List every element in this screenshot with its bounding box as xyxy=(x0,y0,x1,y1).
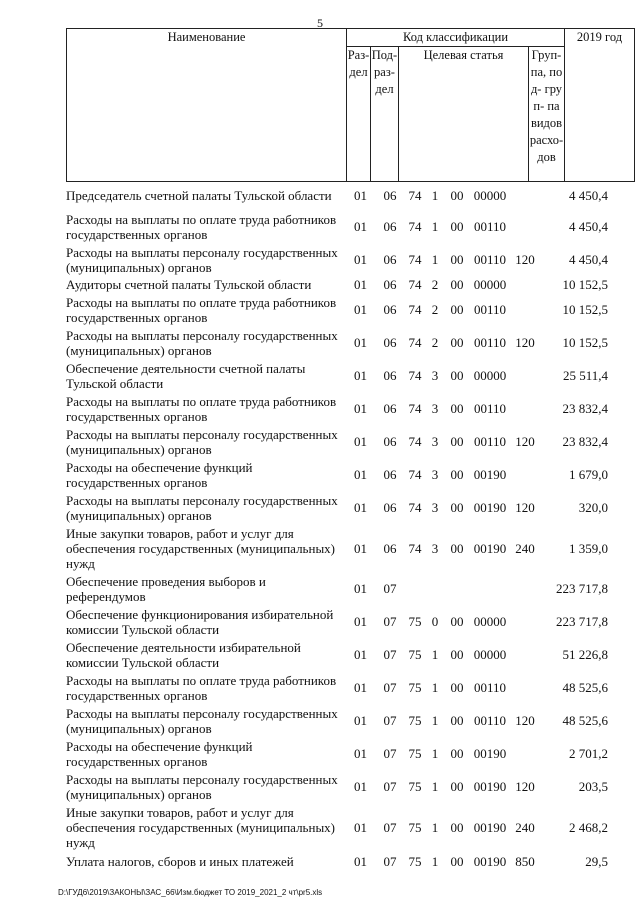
table-row xyxy=(66,458,614,491)
cell-r: 01 xyxy=(354,335,367,350)
cell-amt: 320,0 xyxy=(578,500,608,515)
cell-d: 00000 xyxy=(473,368,507,383)
cell-name: Расходы на выплаты по оплате труда работников государственных органов xyxy=(66,294,337,325)
table-row xyxy=(66,326,614,359)
cell-c: 00 xyxy=(450,647,464,662)
cell-name: Обеспечение деятельности счетной палаты Тульской области xyxy=(66,360,306,391)
cell-amt: 2 468,2 xyxy=(569,819,608,835)
cell-b: 3 xyxy=(431,368,439,383)
cell-r: 01 xyxy=(354,647,367,662)
cell-name: Председатель счетной палаты Тульской области xyxy=(66,187,332,203)
cell-pr: 06 xyxy=(383,252,397,267)
cell-amt: 48 525,6 xyxy=(562,713,608,728)
cell-d: 00190 xyxy=(473,853,507,869)
table-row xyxy=(66,293,614,326)
cell-a: 74 xyxy=(408,335,422,350)
cell-a: 74 xyxy=(408,500,422,515)
cell-amt: 4 450,4 xyxy=(569,252,608,267)
cell-r: 01 xyxy=(354,401,367,416)
cell-pr: 06 xyxy=(383,368,397,383)
cell-b: 1 xyxy=(431,187,439,203)
cell-c: 00 xyxy=(450,853,464,869)
cell-amt: 10 152,5 xyxy=(562,302,608,317)
cell-amt: 4 450,4 xyxy=(569,219,608,234)
cell-d: 00110 xyxy=(473,401,507,416)
cell-r: 01 xyxy=(354,581,367,596)
table-row xyxy=(66,803,614,851)
cell-a: 75 xyxy=(408,713,422,728)
cell-d: 00190 xyxy=(473,540,507,556)
cell-g: 240 xyxy=(515,540,535,556)
cell-pr: 07 xyxy=(383,819,397,835)
cell-d: 00000 xyxy=(473,277,507,292)
cell-pr: 06 xyxy=(383,500,397,515)
cell-name: Иные закупки товаров, работ и услуг для обеспечения государственных (муниципальных) нужд xyxy=(66,804,336,850)
cell-pr: 07 xyxy=(383,853,397,869)
cell-g: 120 xyxy=(515,779,535,794)
cell-d: 00110 xyxy=(473,219,507,234)
cell-b: 1 xyxy=(431,779,439,794)
cell-a: 75 xyxy=(408,614,422,629)
header-razdel: Раз- дел xyxy=(347,47,371,182)
cell-pr: 06 xyxy=(383,434,397,449)
cell-r: 01 xyxy=(354,819,367,835)
cell-a: 74 xyxy=(408,252,422,267)
cell-c: 00 xyxy=(450,746,464,761)
cell-b: 1 xyxy=(431,219,439,234)
cell-d: 00110 xyxy=(473,302,507,317)
cell-name: Расходы на обеспечение функций государственных органов xyxy=(66,738,253,769)
cell-amt: 10 152,5 xyxy=(562,277,608,292)
cell-pr: 07 xyxy=(383,647,397,662)
cell-name: Расходы на выплаты персоналу государственных (муниципальных) органов xyxy=(66,244,338,275)
cell-amt: 2 701,2 xyxy=(569,746,608,761)
cell-amt: 23 832,4 xyxy=(562,434,608,449)
cell-name: Расходы на выплаты персоналу государственных (муниципальных) органов xyxy=(66,426,338,457)
cell-pr: 07 xyxy=(383,779,397,794)
header-name: Наименование xyxy=(67,29,347,182)
cell-g: 120 xyxy=(515,500,535,515)
cell-a: 74 xyxy=(408,187,422,203)
cell-a: 74 xyxy=(408,368,422,383)
cell-b: 3 xyxy=(431,467,439,482)
table-row xyxy=(66,524,614,572)
cell-name: Расходы на выплаты персоналу государственных (муниципальных) органов xyxy=(66,705,338,736)
cell-c: 00 xyxy=(450,680,464,695)
page-number: 5 xyxy=(317,16,323,30)
table-row xyxy=(66,671,614,704)
cell-pr: 06 xyxy=(383,302,397,317)
cell-c: 00 xyxy=(450,434,464,449)
cell-r: 01 xyxy=(354,252,367,267)
table-row xyxy=(66,276,614,293)
table-row xyxy=(66,638,614,671)
cell-c: 00 xyxy=(450,467,464,482)
cell-d: 00110 xyxy=(473,680,507,695)
header-group: Груп- па, под- груп- па видов расхо- дов xyxy=(529,47,565,182)
cell-amt: 223 717,8 xyxy=(556,581,608,596)
cell-name: Расходы на выплаты персоналу государственных (муниципальных) органов xyxy=(66,327,338,358)
cell-name: Расходы на выплаты персоналу государственных (муниципальных) органов xyxy=(66,492,338,523)
cell-g: 240 xyxy=(515,819,535,835)
cell-name: Расходы на выплаты по оплате труда работников государственных органов xyxy=(66,211,337,242)
cell-name: Аудиторы счетной палаты Тульской области xyxy=(66,277,312,292)
cell-a: 74 xyxy=(408,219,422,234)
cell-b: 3 xyxy=(431,540,439,556)
cell-c: 00 xyxy=(450,779,464,794)
table-row xyxy=(66,210,614,243)
table-row xyxy=(66,491,614,524)
cell-b: 1 xyxy=(431,713,439,728)
table-row xyxy=(66,425,614,458)
cell-r: 01 xyxy=(354,713,367,728)
table-row xyxy=(66,243,614,276)
cell-name: Расходы на выплаты по оплате труда работников государственных органов xyxy=(66,672,337,703)
cell-b: 2 xyxy=(431,277,439,292)
cell-g: 120 xyxy=(515,434,535,449)
cell-c: 00 xyxy=(450,219,464,234)
cell-d: 00190 xyxy=(473,467,507,482)
cell-a: 75 xyxy=(408,853,422,869)
cell-r: 01 xyxy=(354,680,367,695)
table-row xyxy=(66,737,614,770)
cell-name: Обеспечение функционирования избирательной комиссии Тульской области xyxy=(66,606,334,637)
cell-a: 74 xyxy=(408,302,422,317)
cell-r: 01 xyxy=(354,434,367,449)
table-row xyxy=(66,770,614,803)
cell-r: 01 xyxy=(354,187,367,203)
cell-pr: 07 xyxy=(383,713,397,728)
cell-pr: 06 xyxy=(383,467,397,482)
cell-amt: 4 450,4 xyxy=(569,187,608,203)
cell-pr: 07 xyxy=(383,680,397,695)
cell-amt: 223 717,8 xyxy=(556,614,608,629)
cell-c: 00 xyxy=(450,368,464,383)
cell-r: 01 xyxy=(354,219,367,234)
cell-amt: 1 359,0 xyxy=(569,540,608,556)
cell-b: 0 xyxy=(431,614,439,629)
cell-g: 120 xyxy=(515,252,535,267)
cell-pr: 07 xyxy=(383,614,397,629)
cell-name: Уплата налогов, сборов и иных платежей xyxy=(66,853,294,869)
cell-a: 75 xyxy=(408,819,422,835)
cell-d: 00110 xyxy=(473,434,507,449)
table-row xyxy=(66,180,614,210)
cell-g: 120 xyxy=(515,335,535,350)
cell-b: 1 xyxy=(431,680,439,695)
cell-amt: 25 511,4 xyxy=(562,368,608,383)
cell-pr: 06 xyxy=(383,401,397,416)
cell-pr: 07 xyxy=(383,746,397,761)
cell-r: 01 xyxy=(354,779,367,794)
cell-c: 00 xyxy=(450,335,464,350)
cell-name: Иные закупки товаров, работ и услуг для обеспечения государственных (муниципальных) нужд xyxy=(66,525,336,571)
cell-r: 01 xyxy=(354,277,367,292)
cell-a: 75 xyxy=(408,647,422,662)
cell-amt: 48 525,6 xyxy=(562,680,608,695)
cell-b: 3 xyxy=(431,434,439,449)
cell-amt: 29,5 xyxy=(585,853,608,869)
cell-b: 1 xyxy=(431,746,439,761)
cell-pr: 06 xyxy=(383,335,397,350)
cell-amt: 203,5 xyxy=(578,779,608,794)
cell-a: 75 xyxy=(408,680,422,695)
cell-r: 01 xyxy=(354,302,367,317)
cell-c: 00 xyxy=(450,401,464,416)
cell-r: 01 xyxy=(354,368,367,383)
cell-b: 1 xyxy=(431,252,439,267)
cell-d: 00190 xyxy=(473,746,507,761)
cell-a: 74 xyxy=(408,540,422,556)
cell-name: Обеспечение деятельности избирательной комиссии Тульской области xyxy=(66,639,301,670)
cell-c: 00 xyxy=(450,540,464,556)
cell-c: 00 xyxy=(450,614,464,629)
table-header xyxy=(66,28,635,182)
table-row xyxy=(66,392,614,425)
cell-amt: 10 152,5 xyxy=(562,335,608,350)
cell-amt: 1 679,0 xyxy=(569,467,608,482)
cell-pr: 06 xyxy=(383,219,397,234)
cell-c: 00 xyxy=(450,819,464,835)
header-podrazdel: Под- раз- дел xyxy=(371,47,399,182)
cell-c: 00 xyxy=(450,252,464,267)
cell-a: 74 xyxy=(408,467,422,482)
header-target: Целевая статья xyxy=(399,47,529,182)
cell-amt: 23 832,4 xyxy=(562,401,608,416)
cell-b: 2 xyxy=(431,335,439,350)
table-row xyxy=(66,572,614,605)
cell-name: Расходы на выплаты персоналу государственных (муниципальных) органов xyxy=(66,771,338,802)
cell-d: 00190 xyxy=(473,779,507,794)
cell-pr: 06 xyxy=(383,540,397,556)
cell-r: 01 xyxy=(354,467,367,482)
cell-g: 850 xyxy=(515,853,535,869)
cell-c: 00 xyxy=(450,713,464,728)
cell-d: 00190 xyxy=(473,500,507,515)
table-row xyxy=(66,359,614,392)
cell-c: 00 xyxy=(450,187,464,203)
cell-d: 00000 xyxy=(473,614,507,629)
header-code: Код классификации xyxy=(347,29,565,47)
table-row xyxy=(66,851,614,871)
cell-b: 3 xyxy=(431,401,439,416)
cell-r: 01 xyxy=(354,853,367,869)
cell-r: 01 xyxy=(354,540,367,556)
cell-r: 01 xyxy=(354,614,367,629)
cell-c: 00 xyxy=(450,500,464,515)
cell-a: 74 xyxy=(408,401,422,416)
cell-c: 00 xyxy=(450,302,464,317)
cell-d: 00110 xyxy=(473,252,507,267)
cell-pr: 07 xyxy=(383,581,397,596)
cell-a: 75 xyxy=(408,746,422,761)
table-body xyxy=(66,180,614,871)
cell-b: 3 xyxy=(431,500,439,515)
cell-c: 00 xyxy=(450,277,464,292)
cell-b: 2 xyxy=(431,302,439,317)
cell-r: 01 xyxy=(354,500,367,515)
cell-d: 00000 xyxy=(473,647,507,662)
cell-a: 75 xyxy=(408,779,422,794)
cell-name: Обеспечение проведения выборов и референдумов xyxy=(66,573,266,604)
cell-a: 74 xyxy=(408,277,422,292)
table-row xyxy=(66,605,614,638)
cell-d: 00110 xyxy=(473,713,507,728)
cell-r: 01 xyxy=(354,746,367,761)
cell-name: Расходы на выплаты по оплате труда работников государственных органов xyxy=(66,393,337,424)
cell-d: 00190 xyxy=(473,819,507,835)
cell-d: 00000 xyxy=(473,187,507,203)
cell-pr: 06 xyxy=(383,277,397,292)
cell-g: 120 xyxy=(515,713,535,728)
cell-d: 00110 xyxy=(473,335,507,350)
cell-name: Расходы на обеспечение функций государственных органов xyxy=(66,459,253,490)
cell-pr: 06 xyxy=(383,187,397,203)
cell-amt: 51 226,8 xyxy=(562,647,608,662)
cell-b: 1 xyxy=(431,853,439,869)
table-row xyxy=(66,704,614,737)
file-path-footer: D:\ГУД6\2019\ЗАКОНЫ\ЗАС_66\Изм.бюджет ТО 2019_2021_2 чт\pr5.xls xyxy=(58,888,323,897)
cell-a: 74 xyxy=(408,434,422,449)
cell-b: 1 xyxy=(431,647,439,662)
header-year: 2019 год xyxy=(565,29,635,182)
cell-b: 1 xyxy=(431,819,439,835)
